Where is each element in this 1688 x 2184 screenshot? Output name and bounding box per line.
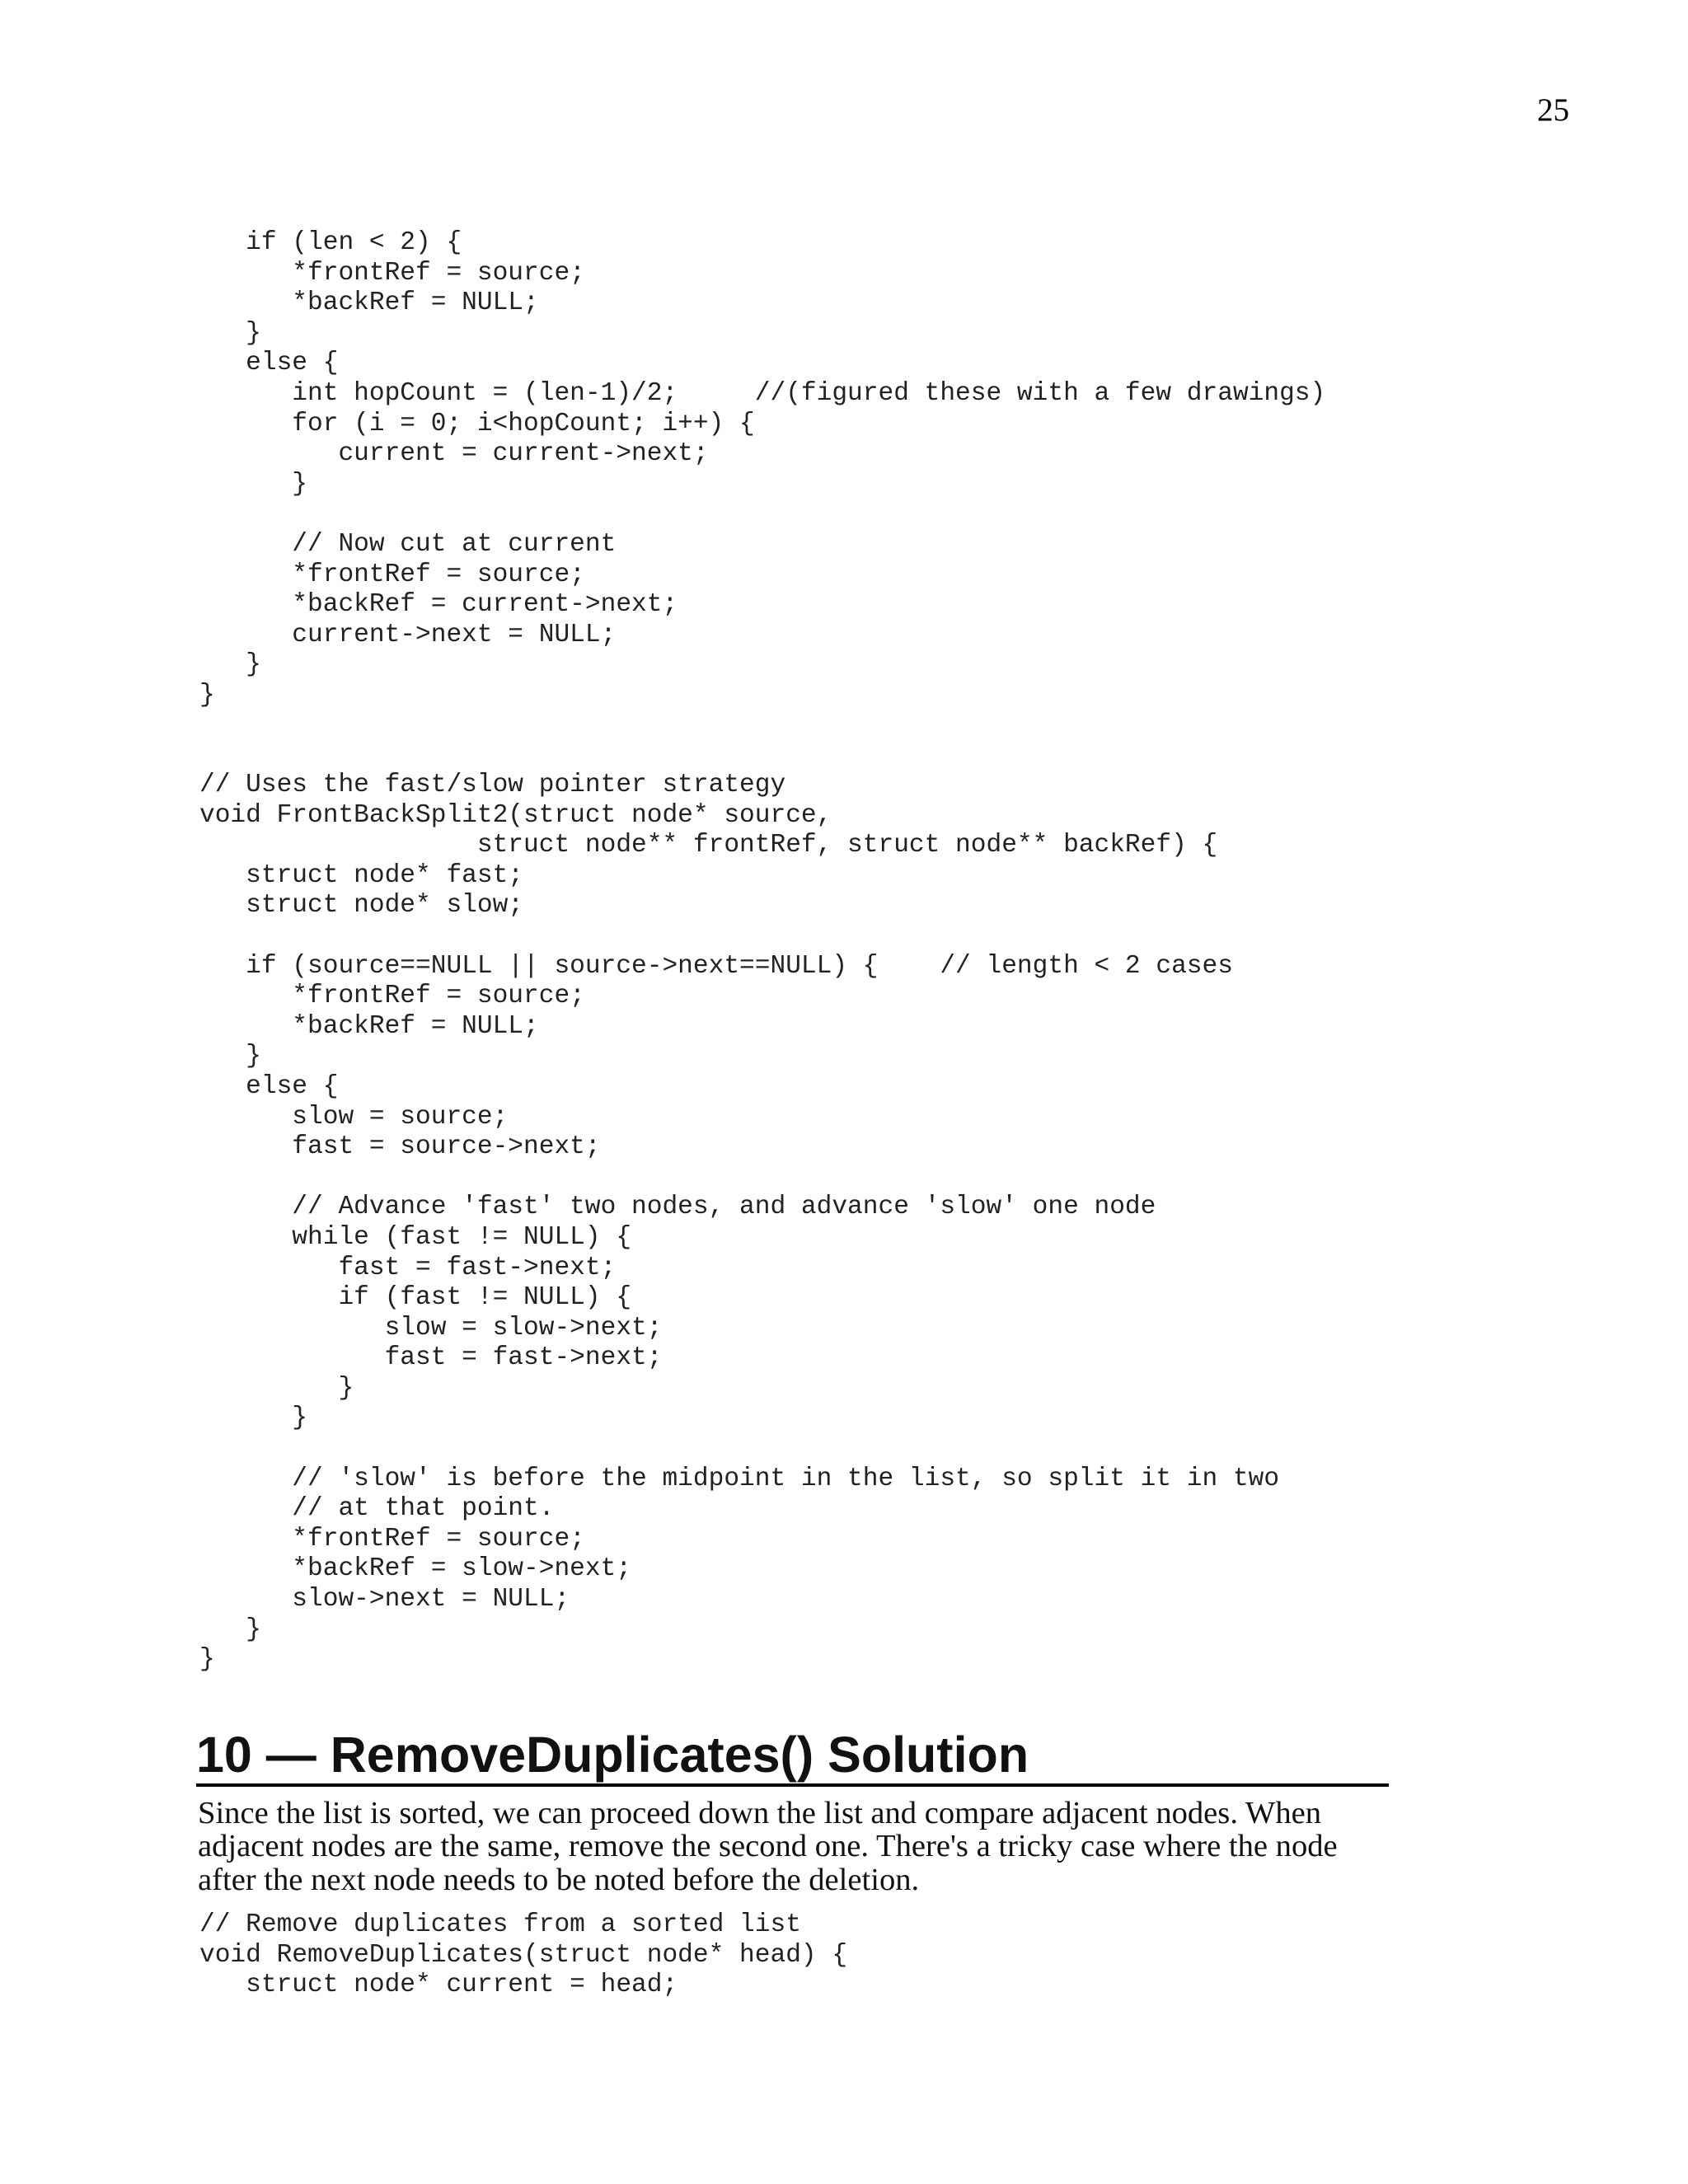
code-block-removeduplicates: // Remove duplicates from a sorted list void RemoveDuplicates(struct node* head) { struct node* current = head; — [199, 1910, 848, 2000]
section-heading: 10 — RemoveDuplicates() Solution — [196, 1727, 1029, 1783]
page-number: 25 — [1537, 92, 1569, 128]
code-block-frontbacksplit-tail: if (len < 2) { *frontRef = source; *backRef = NULL; } else { int hopCount = (len-1)/2; //(figured these with a few drawings) for (i = 0; i<hopCount; i++) { current = current->next; } // Now cut at current *frontRef = source; *backRef = current->next; current->next = NULL; } } — [199, 228, 1326, 710]
section-paragraph: Since the list is sorted, we can proceed down the list and compare adjacent nodes. When adjacent nodes are the same, remove the second one. There's a tricky case where the node after the next node needs to be noted before the deletion. — [198, 1796, 1338, 1897]
code-block-frontbacksplit2: // Uses the fast/slow pointer strategy void FrontBackSplit2(struct node* source, struct node** frontRef, struct node** backRef) { struct node* fast; struct node* slow; if (source==NULL || source->next==NULL) { // length < 2 cases *frontRef = source; *backRef = NULL; } else { slow = source; fast = source->next; // Advance 'fast' two nodes, and advance 'slow' one node while (fast != NULL) { fast = fast->next; if (fast != NULL) { slow = slow->next; fast = fast->next; } } // 'slow' is before the midpoint in the list, so split it in two // at that point. *frontRef = source; *backRef = slow->next; slow->next = NULL; } } — [199, 771, 1280, 1675]
section-heading-rule — [196, 1726, 1389, 1787]
